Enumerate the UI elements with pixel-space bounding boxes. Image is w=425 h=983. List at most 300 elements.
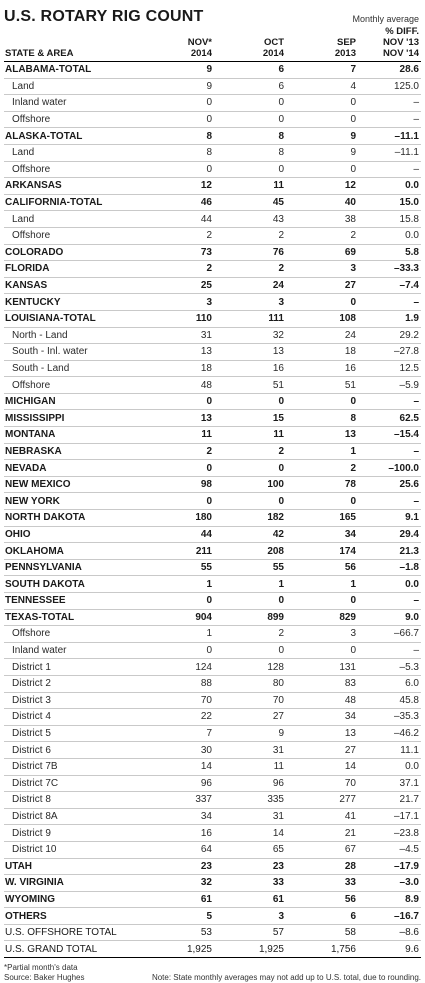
nov-2014-value: 904 xyxy=(152,609,214,626)
oct-2014-value: 2 xyxy=(214,443,286,460)
row-label: TEXAS-TOTAL xyxy=(4,609,152,626)
sep-2013-value: 174 xyxy=(286,543,358,560)
partial-month-note: *Partial month's data xyxy=(4,963,78,973)
percent-diff-value: – xyxy=(358,161,421,178)
row-label: MISSISSIPPI xyxy=(4,410,152,427)
row-label: Land xyxy=(4,211,152,228)
percent-diff-value: –3.0 xyxy=(358,875,421,892)
oct-2014-value: 13 xyxy=(214,344,286,361)
percent-diff-value: – xyxy=(358,95,421,112)
table-row xyxy=(4,427,421,444)
row-label: NEW YORK xyxy=(4,493,152,510)
sep-2013-value: 2 xyxy=(286,227,358,244)
percent-diff-value: 5.8 xyxy=(358,244,421,261)
row-label: NORTH DAKOTA xyxy=(4,510,152,527)
table-row xyxy=(4,393,421,410)
row-label: OHIO xyxy=(4,526,152,543)
header xyxy=(4,0,421,26)
table-row xyxy=(4,194,421,211)
column-header-sep xyxy=(286,26,358,62)
nov-2014-value: 5 xyxy=(152,908,214,925)
column-header-state-area: STATE & AREA xyxy=(4,26,152,62)
nov-2014-value: 25 xyxy=(152,277,214,294)
row-label: District 7C xyxy=(4,775,152,792)
oct-2014-value: 0 xyxy=(214,393,286,410)
nov-2014-value: 30 xyxy=(152,742,214,759)
row-label: ALASKA-TOTAL xyxy=(4,128,152,145)
row-label: South - Inl. water xyxy=(4,344,152,361)
sep-2013-value: 16 xyxy=(286,360,358,377)
sep-2013-value: 18 xyxy=(286,344,358,361)
rig-count-table xyxy=(4,26,421,958)
row-label: South - Land xyxy=(4,360,152,377)
sep-2013-value: 8 xyxy=(286,410,358,427)
row-label: CALIFORNIA-TOTAL xyxy=(4,194,152,211)
percent-diff-value: 28.6 xyxy=(358,62,421,79)
nov-2014-value: 2 xyxy=(152,227,214,244)
percent-diff-value: 1.9 xyxy=(358,310,421,327)
nov-2014-value: 0 xyxy=(152,493,214,510)
row-label: District 3 xyxy=(4,692,152,709)
row-label: NEW MEXICO xyxy=(4,476,152,493)
percent-diff-value: 9.1 xyxy=(358,510,421,527)
table-row xyxy=(4,95,421,112)
oct-2014-value: 32 xyxy=(214,327,286,344)
row-label: W. VIRGINIA xyxy=(4,875,152,892)
table-row xyxy=(4,227,421,244)
percent-diff-value: 25.6 xyxy=(358,476,421,493)
row-label: OKLAHOMA xyxy=(4,543,152,560)
nov-2014-value: 0 xyxy=(152,642,214,659)
oct-2014-value: 42 xyxy=(214,526,286,543)
table-row xyxy=(4,908,421,925)
percent-diff-value: –46.2 xyxy=(358,725,421,742)
oct-2014-value: 335 xyxy=(214,792,286,809)
nov-2014-value: 1,925 xyxy=(152,941,214,958)
table-row xyxy=(4,626,421,643)
table-row xyxy=(4,709,421,726)
percent-diff-value: 0.0 xyxy=(358,758,421,775)
table-row xyxy=(4,443,421,460)
sep-2013-value: 3 xyxy=(286,626,358,643)
nov-2014-value: 0 xyxy=(152,95,214,112)
oct-2014-value: 11 xyxy=(214,178,286,195)
percent-diff-value: –11.1 xyxy=(358,144,421,161)
oct-2014-value: 24 xyxy=(214,277,286,294)
oct-2014-value: 0 xyxy=(214,161,286,178)
table-row xyxy=(4,344,421,361)
percent-diff-value: 0.0 xyxy=(358,227,421,244)
percent-diff-value: – xyxy=(358,443,421,460)
sep-2013-value: 38 xyxy=(286,211,358,228)
oct-2014-value: 76 xyxy=(214,244,286,261)
sep-2013-value: 27 xyxy=(286,742,358,759)
percent-diff-value: –17.9 xyxy=(358,858,421,875)
column-header-diff-line2: NOV '13 xyxy=(382,37,419,48)
table-row xyxy=(4,510,421,527)
oct-2014-value: 111 xyxy=(214,310,286,327)
percent-diff-value: –11.1 xyxy=(358,128,421,145)
oct-2014-value: 128 xyxy=(214,659,286,676)
nov-2014-value: 34 xyxy=(152,808,214,825)
oct-2014-value: 2 xyxy=(214,261,286,278)
oct-2014-value: 3 xyxy=(214,908,286,925)
oct-2014-value: 57 xyxy=(214,924,286,941)
row-label: District 4 xyxy=(4,709,152,726)
oct-2014-value: 1 xyxy=(214,576,286,593)
sep-2013-value: 3 xyxy=(286,261,358,278)
nov-2014-value: 0 xyxy=(152,161,214,178)
nov-2014-value: 11 xyxy=(152,427,214,444)
percent-diff-value: –35.3 xyxy=(358,709,421,726)
sep-2013-value: 4 xyxy=(286,78,358,95)
row-label: District 8 xyxy=(4,792,152,809)
column-header-oct-line2: 2014 xyxy=(262,48,284,59)
nov-2014-value: 14 xyxy=(152,758,214,775)
sep-2013-value: 0 xyxy=(286,111,358,128)
oct-2014-value: 2 xyxy=(214,227,286,244)
percent-diff-value: –4.5 xyxy=(358,841,421,858)
table-row xyxy=(4,875,421,892)
nov-2014-value: 53 xyxy=(152,924,214,941)
nov-2014-value: 110 xyxy=(152,310,214,327)
sep-2013-value: 58 xyxy=(286,924,358,941)
oct-2014-value: 11 xyxy=(214,758,286,775)
nov-2014-value: 23 xyxy=(152,858,214,875)
oct-2014-value: 2 xyxy=(214,626,286,643)
rounding-note: Note: State monthly averages may not add up to U.S. total, due to rounding. xyxy=(151,973,421,983)
percent-diff-value: 21.7 xyxy=(358,792,421,809)
table-row xyxy=(4,410,421,427)
sep-2013-value: 0 xyxy=(286,593,358,610)
percent-diff-value: 29.4 xyxy=(358,526,421,543)
percent-diff-value: – xyxy=(358,111,421,128)
nov-2014-value: 18 xyxy=(152,360,214,377)
percent-diff-value: 15.8 xyxy=(358,211,421,228)
sep-2013-value: 12 xyxy=(286,178,358,195)
table-row xyxy=(4,891,421,908)
table-row xyxy=(4,277,421,294)
percent-diff-value: –27.8 xyxy=(358,344,421,361)
percent-diff-value: 62.5 xyxy=(358,410,421,427)
sep-2013-value: 0 xyxy=(286,642,358,659)
row-label: District 2 xyxy=(4,675,152,692)
table-row xyxy=(4,111,421,128)
oct-2014-value: 8 xyxy=(214,128,286,145)
row-label: SOUTH DAKOTA xyxy=(4,576,152,593)
percent-diff-value: –23.8 xyxy=(358,825,421,842)
table-row xyxy=(4,808,421,825)
row-label: OTHERS xyxy=(4,908,152,925)
sep-2013-value: 0 xyxy=(286,393,358,410)
table-header-row xyxy=(4,26,421,62)
oct-2014-value: 208 xyxy=(214,543,286,560)
table-row xyxy=(4,775,421,792)
sep-2013-value: 165 xyxy=(286,510,358,527)
nov-2014-value: 44 xyxy=(152,526,214,543)
nov-2014-value: 73 xyxy=(152,244,214,261)
oct-2014-value: 61 xyxy=(214,891,286,908)
row-label: Offshore xyxy=(4,377,152,394)
row-label: U.S. OFFSHORE TOTAL xyxy=(4,924,152,941)
nov-2014-value: 44 xyxy=(152,211,214,228)
percent-diff-value: –16.7 xyxy=(358,908,421,925)
oct-2014-value: 0 xyxy=(214,111,286,128)
sep-2013-value: 0 xyxy=(286,95,358,112)
nov-2014-value: 124 xyxy=(152,659,214,676)
sep-2013-value: 28 xyxy=(286,858,358,875)
table-row xyxy=(4,924,421,941)
sep-2013-value: 6 xyxy=(286,908,358,925)
page-title: U.S. ROTARY RIG COUNT xyxy=(4,8,204,25)
nov-2014-value: 31 xyxy=(152,327,214,344)
nov-2014-value: 88 xyxy=(152,675,214,692)
row-label: Inland water xyxy=(4,95,152,112)
nov-2014-value: 8 xyxy=(152,144,214,161)
percent-diff-value: –5.9 xyxy=(358,377,421,394)
sep-2013-value: 1 xyxy=(286,576,358,593)
row-label: District 8A xyxy=(4,808,152,825)
row-label: KENTUCKY xyxy=(4,294,152,311)
oct-2014-value: 65 xyxy=(214,841,286,858)
sep-2013-value: 27 xyxy=(286,277,358,294)
percent-diff-value: 11.1 xyxy=(358,742,421,759)
nov-2014-value: 70 xyxy=(152,692,214,709)
table-row xyxy=(4,377,421,394)
table-row xyxy=(4,825,421,842)
sep-2013-value: 51 xyxy=(286,377,358,394)
percent-diff-value: 6.0 xyxy=(358,675,421,692)
percent-diff-value: –7.4 xyxy=(358,277,421,294)
column-header-oct xyxy=(214,26,286,62)
sep-2013-value: 70 xyxy=(286,775,358,792)
nov-2014-value: 64 xyxy=(152,841,214,858)
table-row xyxy=(4,261,421,278)
oct-2014-value: 100 xyxy=(214,476,286,493)
table-row xyxy=(4,941,421,958)
table-row xyxy=(4,742,421,759)
row-label: Offshore xyxy=(4,161,152,178)
row-label: FLORIDA xyxy=(4,261,152,278)
row-label: District 1 xyxy=(4,659,152,676)
oct-2014-value: 16 xyxy=(214,360,286,377)
table-row xyxy=(4,78,421,95)
row-label: District 7B xyxy=(4,758,152,775)
row-label: District 6 xyxy=(4,742,152,759)
percent-diff-value: 12.5 xyxy=(358,360,421,377)
row-label: TENNESSEE xyxy=(4,593,152,610)
sep-2013-value: 131 xyxy=(286,659,358,676)
percent-diff-value: – xyxy=(358,294,421,311)
sep-2013-value: 24 xyxy=(286,327,358,344)
nov-2014-value: 337 xyxy=(152,792,214,809)
oct-2014-value: 6 xyxy=(214,78,286,95)
sep-2013-value: 13 xyxy=(286,725,358,742)
row-label: District 5 xyxy=(4,725,152,742)
sep-2013-value: 34 xyxy=(286,526,358,543)
sep-2013-value: 9 xyxy=(286,144,358,161)
percent-diff-value: –17.1 xyxy=(358,808,421,825)
sep-2013-value: 56 xyxy=(286,891,358,908)
row-label: UTAH xyxy=(4,858,152,875)
row-label: LOUISIANA-TOTAL xyxy=(4,310,152,327)
row-label: District 10 xyxy=(4,841,152,858)
oct-2014-value: 0 xyxy=(214,642,286,659)
sep-2013-value: 48 xyxy=(286,692,358,709)
nov-2014-value: 32 xyxy=(152,875,214,892)
oct-2014-value: 11 xyxy=(214,427,286,444)
sep-2013-value: 829 xyxy=(286,609,358,626)
percent-diff-value: 45.8 xyxy=(358,692,421,709)
percent-diff-value: –66.7 xyxy=(358,626,421,643)
table-row xyxy=(4,244,421,261)
percent-diff-value: – xyxy=(358,593,421,610)
oct-2014-value: 15 xyxy=(214,410,286,427)
percent-diff-value: – xyxy=(358,493,421,510)
row-label: Offshore xyxy=(4,626,152,643)
nov-2014-value: 9 xyxy=(152,62,214,79)
table-row xyxy=(4,211,421,228)
column-header-nov-line2: 2014 xyxy=(190,48,212,59)
table-row xyxy=(4,460,421,477)
percent-diff-value: 9.6 xyxy=(358,941,421,958)
nov-2014-value: 9 xyxy=(152,78,214,95)
sep-2013-value: 41 xyxy=(286,808,358,825)
row-label: PENNSYLVANIA xyxy=(4,559,152,576)
sep-2013-value: 9 xyxy=(286,128,358,145)
percent-diff-value: – xyxy=(358,393,421,410)
oct-2014-value: 182 xyxy=(214,510,286,527)
oct-2014-value: 6 xyxy=(214,62,286,79)
oct-2014-value: 8 xyxy=(214,144,286,161)
nov-2014-value: 22 xyxy=(152,709,214,726)
sep-2013-value: 78 xyxy=(286,476,358,493)
row-label: Land xyxy=(4,144,152,161)
sep-2013-value: 0 xyxy=(286,161,358,178)
sep-2013-value: 67 xyxy=(286,841,358,858)
column-header-oct-line1: OCT xyxy=(263,37,284,48)
row-label: Offshore xyxy=(4,227,152,244)
nov-2014-value: 0 xyxy=(152,393,214,410)
row-label: District 9 xyxy=(4,825,152,842)
row-label: MONTANA xyxy=(4,427,152,444)
footer-left xyxy=(4,963,85,983)
row-label: Inland water xyxy=(4,642,152,659)
nov-2014-value: 55 xyxy=(152,559,214,576)
oct-2014-value: 0 xyxy=(214,493,286,510)
sep-2013-value: 7 xyxy=(286,62,358,79)
sep-2013-value: 56 xyxy=(286,559,358,576)
sep-2013-value: 34 xyxy=(286,709,358,726)
row-label: Offshore xyxy=(4,111,152,128)
column-header-sep-line1: SEP xyxy=(336,37,356,48)
table-row xyxy=(4,858,421,875)
row-label: Land xyxy=(4,78,152,95)
nov-2014-value: 98 xyxy=(152,476,214,493)
oct-2014-value: 0 xyxy=(214,95,286,112)
table-row xyxy=(4,559,421,576)
nov-2014-value: 48 xyxy=(152,377,214,394)
table-row xyxy=(4,841,421,858)
source-note: Source: Baker Hughes xyxy=(4,973,85,983)
table-row xyxy=(4,692,421,709)
nov-2014-value: 16 xyxy=(152,825,214,842)
nov-2014-value: 2 xyxy=(152,261,214,278)
footer xyxy=(4,963,421,983)
oct-2014-value: 9 xyxy=(214,725,286,742)
oct-2014-value: 55 xyxy=(214,559,286,576)
percent-diff-value: 0.0 xyxy=(358,576,421,593)
oct-2014-value: 96 xyxy=(214,775,286,792)
row-label: KANSAS xyxy=(4,277,152,294)
table-row xyxy=(4,360,421,377)
percent-diff-value: 125.0 xyxy=(358,78,421,95)
table-row xyxy=(4,144,421,161)
row-label: COLORADO xyxy=(4,244,152,261)
nov-2014-value: 211 xyxy=(152,543,214,560)
oct-2014-value: 31 xyxy=(214,808,286,825)
sep-2013-value: 33 xyxy=(286,875,358,892)
percent-diff-value: 29.2 xyxy=(358,327,421,344)
table-row xyxy=(4,758,421,775)
table-row xyxy=(4,543,421,560)
sep-2013-value: 69 xyxy=(286,244,358,261)
oct-2014-value: 14 xyxy=(214,825,286,842)
table-row xyxy=(4,161,421,178)
percent-diff-value: 21.3 xyxy=(358,543,421,560)
page-subtitle: Monthly average xyxy=(352,14,419,24)
sep-2013-value: 108 xyxy=(286,310,358,327)
sep-2013-value: 1,756 xyxy=(286,941,358,958)
column-header-diff-line1: % DIFF. xyxy=(385,26,419,37)
row-label: NEVADA xyxy=(4,460,152,477)
nov-2014-value: 96 xyxy=(152,775,214,792)
table-row xyxy=(4,178,421,195)
percent-diff-value: –1.8 xyxy=(358,559,421,576)
sep-2013-value: 83 xyxy=(286,675,358,692)
oct-2014-value: 80 xyxy=(214,675,286,692)
oct-2014-value: 33 xyxy=(214,875,286,892)
row-label: ARKANSAS xyxy=(4,178,152,195)
table-row xyxy=(4,493,421,510)
nov-2014-value: 1 xyxy=(152,576,214,593)
percent-diff-value: –5.3 xyxy=(358,659,421,676)
nov-2014-value: 46 xyxy=(152,194,214,211)
oct-2014-value: 23 xyxy=(214,858,286,875)
column-header-nov xyxy=(152,26,214,62)
oct-2014-value: 0 xyxy=(214,460,286,477)
row-label: North - Land xyxy=(4,327,152,344)
oct-2014-value: 1,925 xyxy=(214,941,286,958)
sep-2013-value: 21 xyxy=(286,825,358,842)
nov-2014-value: 2 xyxy=(152,443,214,460)
row-label: WYOMING xyxy=(4,891,152,908)
table-row xyxy=(4,725,421,742)
oct-2014-value: 70 xyxy=(214,692,286,709)
sep-2013-value: 14 xyxy=(286,758,358,775)
percent-diff-value: 15.0 xyxy=(358,194,421,211)
column-header-nov-line1: NOV* xyxy=(187,37,212,48)
table-row xyxy=(4,792,421,809)
oct-2014-value: 3 xyxy=(214,294,286,311)
nov-2014-value: 180 xyxy=(152,510,214,527)
nov-2014-value: 12 xyxy=(152,178,214,195)
nov-2014-value: 0 xyxy=(152,111,214,128)
table-row xyxy=(4,609,421,626)
oct-2014-value: 45 xyxy=(214,194,286,211)
row-label: ALABAMA-TOTAL xyxy=(4,62,152,79)
sep-2013-value: 0 xyxy=(286,493,358,510)
